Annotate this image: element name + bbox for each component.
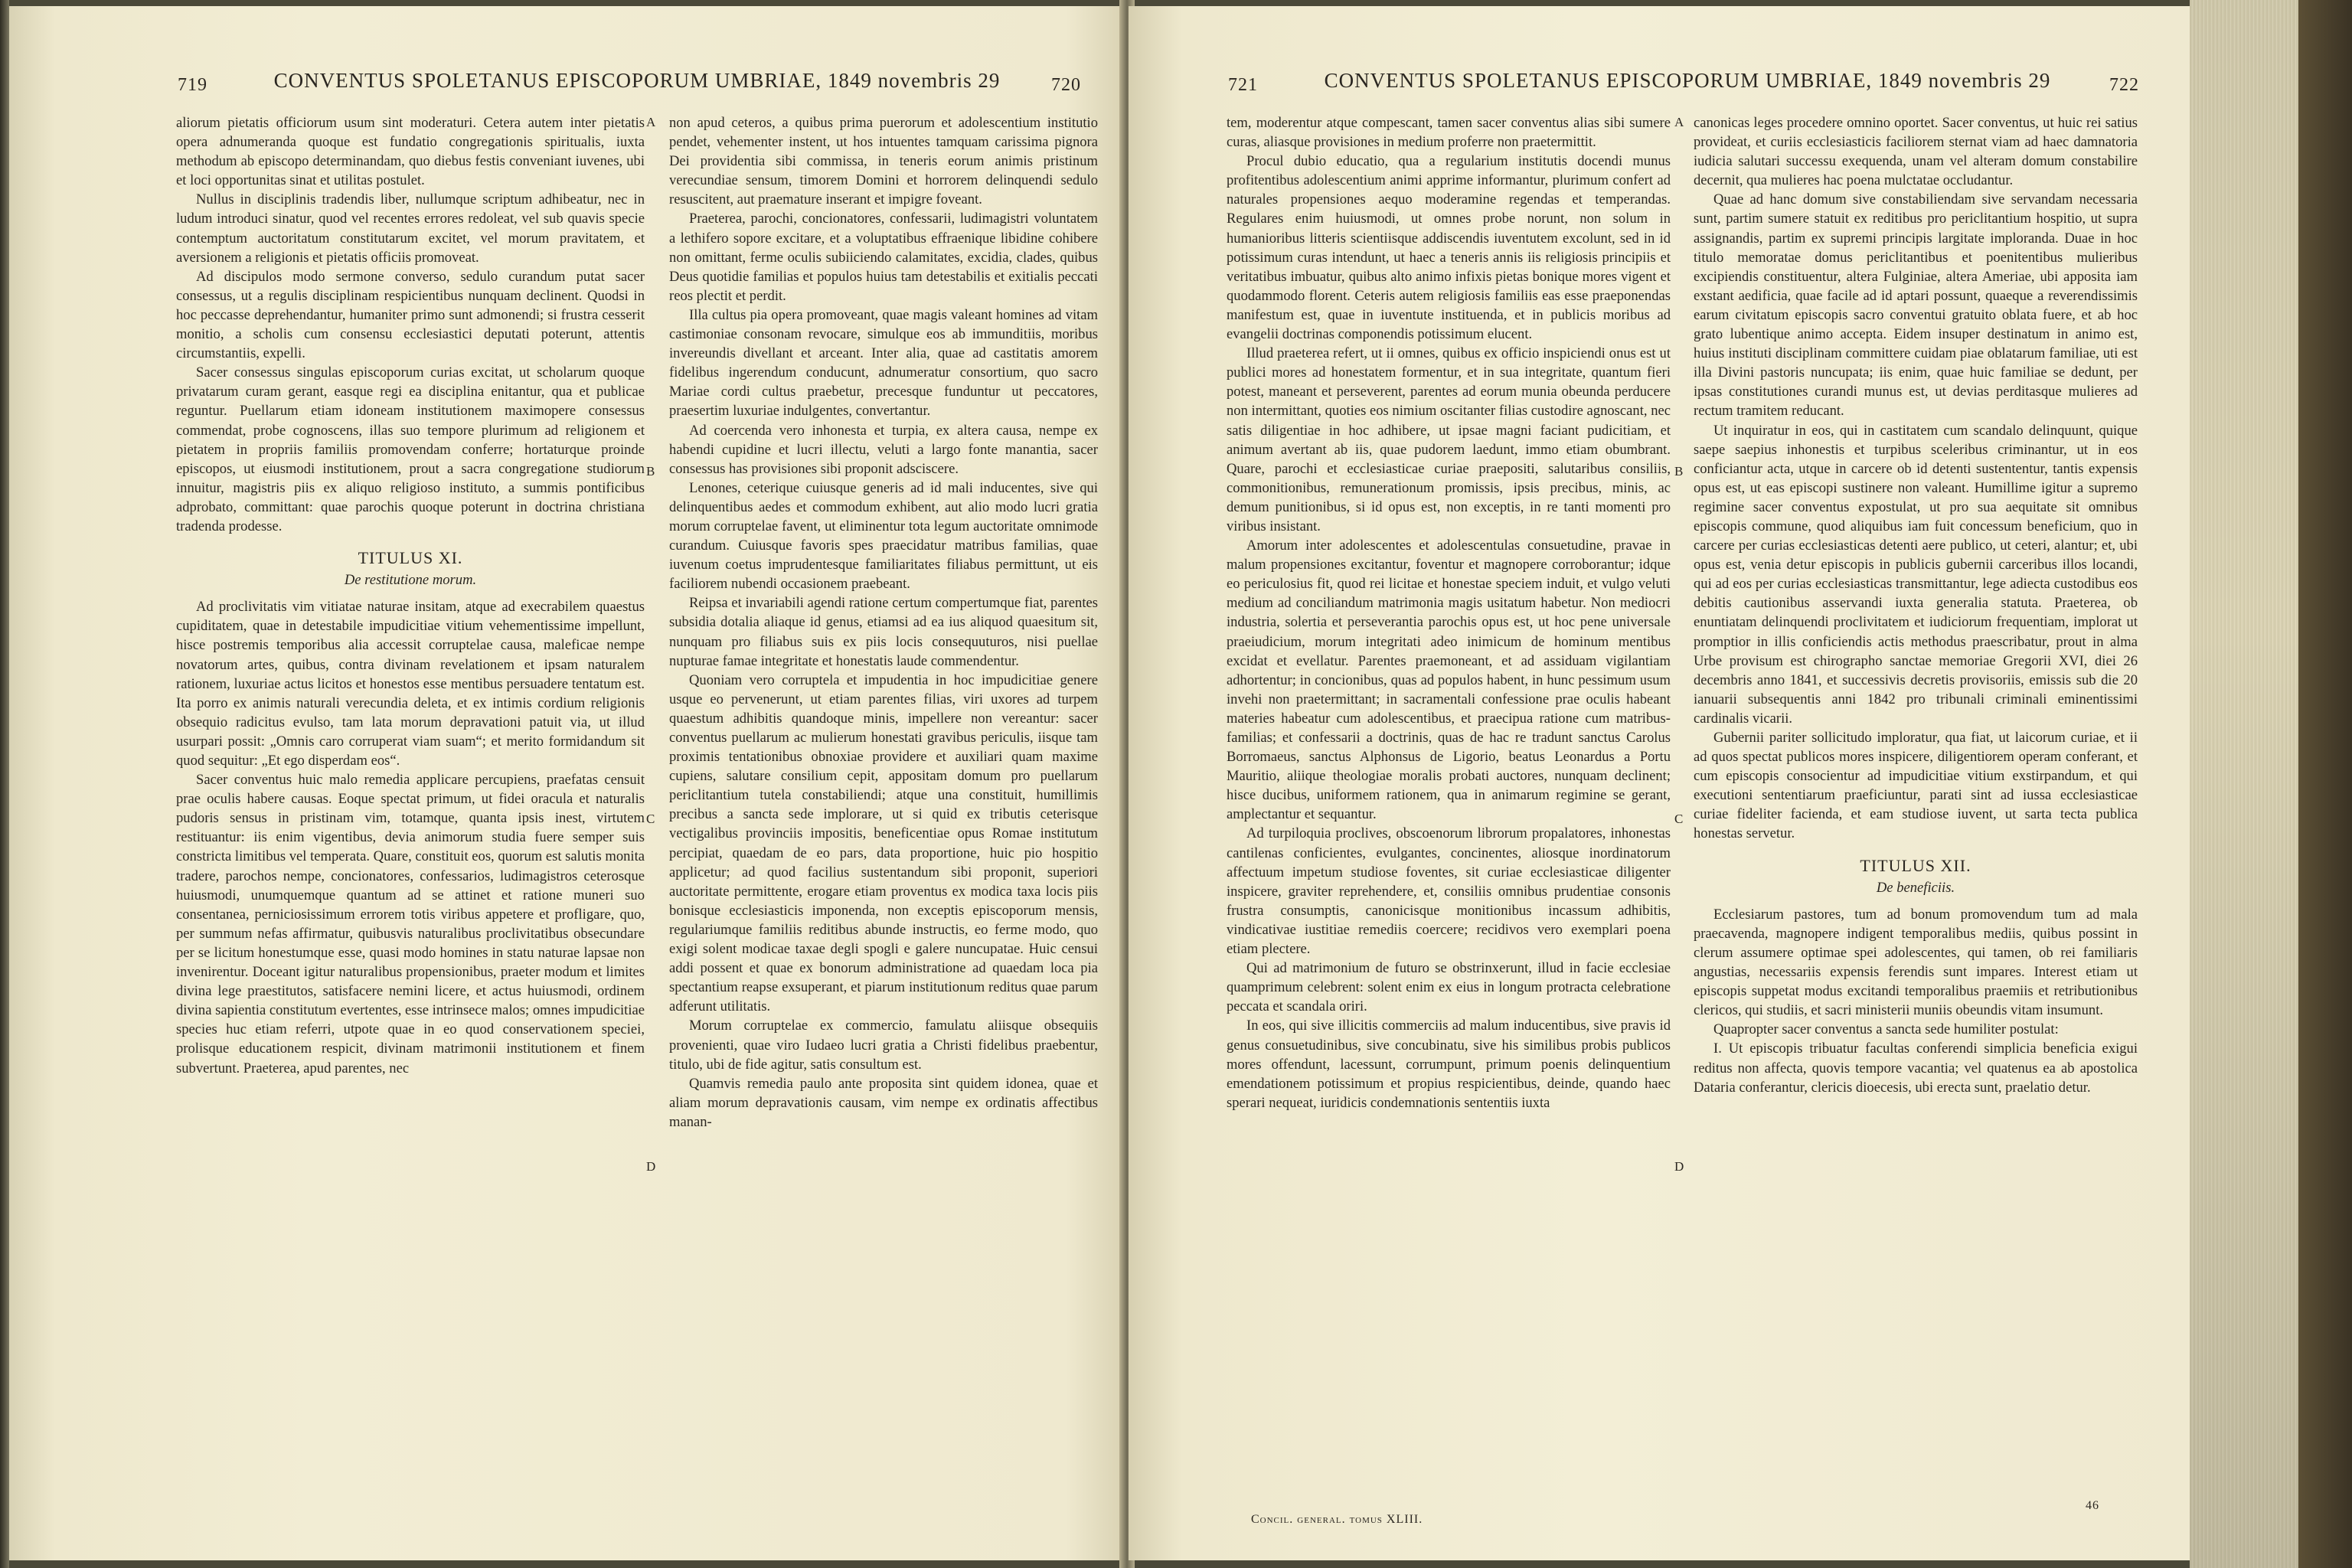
paragraph: Reipsa et invariabili agendi ratione certum compertumque fiat, parentes subsidia dotalia aliaque id genus, etiamsi ad ea ius aliquod quaesitum sit, nunquam pro filiabus suis ex piis locis consequuturos, nisi puellae nupturae famae integritate et honestatis laude commendentur.: [669, 595, 1098, 669]
right-page-number-a: 721: [1228, 75, 1258, 95]
left-column-2: [669, 113, 1098, 1132]
paragraph: aliorum pietatis officiorum usum sint moderaturi. Cetera autem inter pietatis opera adnumeranda quoque est fundatio congregationis spiritualis, iuxta methodum ab episcopo determinandam, quo diebus festis conveniant iuvenes, ubi et loci opportunitas sinat et utilitas postulet.: [176, 115, 645, 189]
margin-marker-c: C: [646, 812, 655, 826]
paragraph: Illud praeterea refert, ut ii omnes, quibus ex officio inspiciendi onus est ut publici mores ad honestatem formentur, et in sua integritate, quantum fieri potest, maneant et perseverent, parentes ad eorum munia obeunda perducere non intermittant, quoties eos nimium oscitanter filias custodire agnoscant, nec satis diligentiae in hoc adhibere, ut ipsae magni faciant pudicitiam, et animum avertant ab iis, quae pudorem laedunt, immo etiam obumbrant. Quare, parochi et ecclesiasticae curiae praepositi, salutaribus consiliis, commonitionibus, remunerationum promissis, ipsis precibus, minis, ac demum punitionibus, si id opus est, non exceptis, in re tanti momenti pro viribus insistant.: [1227, 345, 1671, 534]
left-column-1: [176, 113, 645, 1078]
section-title: TITULUS XI.: [358, 548, 463, 568]
margin-marker-a: A: [646, 115, 656, 129]
book-cover-edge: [2298, 0, 2352, 1568]
paragraph: tem, moderentur atque compescant, tamen sacer conventus alias sibi sumere curas, aliasque provisiones in medium proferre non praetermittit.: [1227, 115, 1671, 151]
right-page-header: [1228, 69, 2147, 100]
volume-footer: Concil. general. tomus XLIII.: [1251, 1513, 1423, 1526]
paragraph: Praeterea, parochi, concionatores, confessarii, ludimagistri voluntatem a lethifero sopore excitare, et a voluptatibus effraenique libidine cohibere non omittant, ferme oculis subiiciendo calamitates, excidia, clades, quibus Deus quotidie familias et populos huius tam detestabilis et exitialis peccati reos plectit et perdit.: [669, 211, 1098, 304]
margin-marker-b: B: [646, 464, 655, 479]
margin-marker-d: D: [646, 1159, 656, 1174]
section-title: TITULUS XII.: [1860, 855, 1971, 875]
paragraph: Procul dubio educatio, qua a regularium institutis docendi munus profitentibus adolescentium animi apprime informantur, plurimum confert ad naturales propensiones aequo moderamine regendas et temperandas. Regulares enim huiusmodi, ut omnes probe norunt, non solum in humanioribus litteris scientiisque addiscendis iuventutem excolunt, sed in id potissimum curas intendunt, ut haec a teneris annis iis religiosis principiis et veritatibus imbuatur, quibus alto animo infixis pietas bonique mores vigent et quodammodo florent. Ceteris autem religiosis familiis eas esse praeponendas manifestum est, quae in iuventute instituenda, et in publicis moribus ad evangelii doctrinas componendis potissimum elucent.: [1227, 153, 1671, 343]
book-edge-left: [0, 0, 9, 1568]
paragraph: Quamvis remedia paulo ante proposita sint quidem idonea, quae et aliam morum depravationis causam, vim nempe ex ordinatis affectibus manan-: [669, 1075, 1098, 1130]
section-subtitle: De restitutione morum.: [344, 572, 477, 589]
page-stack-edge: [2190, 0, 2352, 1568]
paragraph: Ad turpiloquia proclives, obscoenorum librorum propalatores, inhonestas cantilenas conficientes, evulgantes, concinentes, aliosque inordinatorum affectuum impetum studiose foventes, sit curiae ecclesiasticae diligenter inspicere, graviter reprehendere, et, consiliis omnibus prudentiae consonis frustra consumptis, canonicisque monitionibus incassum adhibitis, vindicativae iustitiae remediis coercere; recidivos vero exemplari poena etiam plectere.: [1227, 825, 1671, 958]
left-page-number-a: 719: [178, 75, 207, 95]
paragraph: Lenones, ceterique cuiusque generis ad id mali inducentes, sive qui delinquentibus aedes et commodum exhibent, aut alio modo lucri gratia morum corruptelae favent, ut eliminentur tota legum auctoritate omnimode curandum. Cuiusque favoris spes praecidatur matribus familias, quae iuvenum coetus imprudentesque familiaritates filiabus permittunt, ut eis faciliorem nubendi occasionem praebeant.: [669, 479, 1098, 593]
paragraph: In eos, qui sive illicitis commerciis ad malum inducentibus, sive pravis id genus consuetudinibus, sive concubinatu, sive his similibus probis publicos mores offendunt, lacessunt, corrumpunt, primum poenis delinquentium emendationem potissimum et propius respicientibus, deinde, quando haec sperari nequeat, iuridicis condemnationis sententiis iuxta: [1227, 1018, 1671, 1111]
paragraph: canonicas leges procedere omnino oportet. Sacer conventus, ut huic rei satius provideat, et curiis ecclesiasticis faciliorem sternat viam ad haec damnatoria iudicia salutari successu exequenda, unam vel alteram domum constabilire decernit, qua mulieres hac poena mulctatae occludantur.: [1694, 115, 2138, 189]
margin-marker-b: B: [1674, 464, 1684, 479]
paragraph: Illa cultus pia opera promoveant, quae magis valeant homines ad vitam castimoniae consonam revocare, simulque eos ab immunditiis, moribus invereundis divellant et arceant. Inter alia, quae ad castitatis amorem fidelibus ingerendum conducunt, adnumeratur consortium, quo sacro Mariae cordi cultus praebetur, precesque funduntur ut peccatores, praesertim luxuriae indulgentes, convertantur.: [669, 306, 1098, 420]
paragraph: Gubernii pariter sollicitudo imploratur, qua fiat, ut laicorum curiae, et ii ad quos spectat publicos mores inspicere, diligentiorem operam conferant, et cum episcopis consocientur ad impudicitiae vitium exstirpandum, et qui executioni sententiarum praeficiuntur, parati sint ad iussa ecclesiasticae curiae fideliter facienda, et eam studiose iuvent, ut sarta tecta publica honestas servetur.: [1694, 730, 2138, 842]
right-column-1: [1227, 113, 1671, 1112]
right-page: [1129, 6, 2190, 1560]
right-page-number-b: 722: [2109, 75, 2139, 95]
margin-marker-d: D: [1674, 1159, 1684, 1174]
paragraph: Quapropter sacer conventus a sancta sede humiliter postulat:: [1713, 1021, 2059, 1038]
paragraph: I. Ut episcopis tribuatur facultas conferendi simplicia beneficia exigui reditus non affecta, quovis tempore vacantia; vel quatenus ea ab apostolica Dataria conferantur, clericis dioecesis, ubi erecta sunt, praelatio detur.: [1694, 1040, 2138, 1096]
paragraph: Sacer consessus singulas episcoporum curias excitat, ut scholarum quoque privatarum curam gerant, easque regi ea disciplina enitantur, qua et publicae reguntur. Puellarum etiam idoneam institutionem maximopere consessus commendat, probe cognoscens, illas suo tempore plurimum ad religionem et pietatem in propriis familiis promovendam conferre; hortaturque proinde episcopos, ut eiusmodi institutionem, prout a sacra congregatione studiorum innuitur, magistris piis ex aliquo religioso instituto, a summis pontificibus adprobato, committant: quae parochis quoque poterunt in doctrina christiana tradenda prodesse.: [176, 364, 645, 534]
margin-marker-c: C: [1674, 812, 1684, 826]
paragraph: non apud ceteros, a quibus prima puerorum et adolescentium institutio pendet, vehementer instent, ut hos intuentes tamquam carissima pignora Dei providentia sibi commissa, in teneris eorum animis pristinum verecundiae sensum, timorem Domini et horrorem delinquendi sedulo resuscitent, aut praemature inserant et impigre foveant.: [669, 115, 1098, 208]
signature-mark: 46: [2086, 1499, 2099, 1512]
paragraph: Quoniam vero corruptela et impudentia in hoc impudicitiae genere usque eo pervenerunt, ut etiam parentes filias, viri uxores ad turpem quaestum adhibitis quandoque minis, impellere non vereantur: sacer conventus puellarum ac mulierum honestati gravibus periculis, iisque tam proximis tentationibus obnoxiae providere et auxiliari quam maxime cupiens, salutare consilium cepit, appositam domum pro puellarum periclitantium tutela constabiliendi; atque una constituit, humillimis precibus a sancta sede implorare, ut si quid ex tributis ceterisque vectigalibus provinciis impositis, beneficentiae opus Romae institutum percipiat, quaedam de eo pars, data proportione, huic pio hospitio applicetur; ad quod facilius sustentandum sibi proponit, superiori auctoritate permittente, erogare etiam proventus ex modica taxa locis piis bonisque ecclesiasticis imponenda, non exceptis episcoporum mensis, regulariumque familiis reditibus abunde instructis, eo ferme modo, quo exigi solent modicae taxae degli spogli e galere nuncupatae. Huic censui addi possent et quae ex bonorum administratione ad quaedam loca pia spectantium reapse exsuperant, et piarum institutionum reditus quae parum adferunt utilitatis.: [669, 671, 1098, 1015]
right-running-title: CONVENTUS SPOLETANUS EPISCOPORUM UMBRIAE, 1849 novembris 29: [1324, 69, 2051, 92]
paragraph: Ut inquiratur in eos, qui in castitatem cum scandalo delinquunt, quique saepe saepius inhonestis et turpibus sceleribus criminantur, ut in eos conficiantur acta, utque in carcere ob id detenti sustententur, tantis expensis opus est, ut eas episcopi sustinere non valeant. Humillime igitur a supremo regimine sacer conventus expostulat, ut pro sua aequitate sit omnibus episcopis commune, quod aliquibus iam fuit concessum beneficium, quo in carcere per curias ecclesiasticas detenti aere publico, ut ceteri, alantur; et, ubi opus est, venia detur episcopis in publicis gubernii carceribus illos locandi, qui ad eos per curias ecclesiasticas transmittantur, lege adiecta custodibus eos debitis cautionibus asservandi iuxta generalia statuta. Praeterea, ob enuntiatam delinquendi proclivitatem et iudiciorum frequentiam, implorat ut promptior in illis conficiendis actis methodus praescribatur, prout in alma Urbe provisum est chirographo sanctae memoriae Gregorii XVI, diei 26 decembris anno 1841, et successivis decretis provisoriis, emissis sub die 20 ianuarii subsequentis anni 1842 pro tribunali criminali eminentissimi cardinalis vicarii.: [1694, 422, 2138, 727]
paragraph: Quae ad hanc domum sive constabiliendam sive servandam necessaria sunt, partim sumere statuit ex reditibus pro periclitantium hospitio, ut supra assignandis, partim ex supremi principis largitate imploranda. Duae in hoc titulo memoratae domus periclitantibus et poenitentibus mulieribus excipiendis constituentur, altera Fulginiae, altera Ameriae, ubi apposita iam exstant aedificia, quae facile ad id aptari possunt, quaeque a reverendissimis earum civitatum episcopis sacro conventui gratuito oblata fuere, et ab hoc grato lubentique animo accepta. Eidem insuper destinatum in animo est, huius instituti disciplinam committere cuidam piae oblatarum familiae, uti est illa Divini pastoris nuncupata; iis enim, quae huic familiae se dedunt, per ipsas constitutiones curandi munus est, ut devias perditasque mulieres ad rectum tramitem reducant.: [1694, 191, 2138, 420]
paragraph: Amorum inter adolescentes et adolescentulas consuetudine, pravae in malum propensiones excitantur, foventur et magnopere corroborantur; idque eo periculosius fit, quod rei licitae et honestae speciem induit, et vulgo veluti medium ad conciliandum matrimonia magis usitatum habetur. Non mediocri industria, solertia et perseverantia parochis opus est, ut hoc pene universale praeiudicium, morum integritati adeo inimicum de hominum mentibus excidat et evellatur. Parentes praemoneant, et ad assiduam vigilantiam adhortentur; in concionibus, quas ad populos habent, in hunc pessimum usum invehi non praetermittant; in sacramentali confessione prae oculis habeant materies habeatur cum adolescentibus, et praecipua ratione cum matribus-familias; et confessarii a doctrinis, quas de hac re tradunt sanctus Carolus Borromaeus, sanctus Alphonsus de Ligorio, beatus Leonardus a Portu Mauritio, aliique theologiae moralis probati auctores, nunquam declinent; hisce ducibus, uniformem rationem, qua in animarum regimine se gerant, amplectantur et sequantur.: [1227, 537, 1671, 823]
left-page-number-b: 720: [1051, 75, 1081, 95]
margin-marker-a: A: [1674, 115, 1684, 129]
paragraph: Ad discipulos modo sermone converso, sedulo curandum putat sacer consessus, ut a regulis disciplinam respicientibus nunquam declinent. Quodsi in hoc peccasse deprehendantur, humaniter primo sunt admonendi; si frustra cesserit monitio, a scholis cum consensu ecclesiastici deputati poterunt, attentis circumstantiis, expelli.: [176, 268, 645, 362]
paragraph: Ad coercenda vero inhonesta et turpia, ex altera causa, nempe ex habendi cupidine et lucri illectu, veluti a largo fonte manantia, sacer consessus has provisiones sibi proponit adsciscere.: [669, 422, 1098, 477]
left-running-title: CONVENTUS SPOLETANUS EPISCOPORUM UMBRIAE, 1849 novembris 29: [273, 69, 1001, 92]
right-column-2: [1694, 113, 2138, 1097]
paragraph: Morum corruptelae ex commercio, famulatu aliisque obsequiis provenienti, quae viro Iudaeo lucri gratia a Christi fidelibus praebentur, titulo, ubi de fide agitur, satis consultum est.: [669, 1018, 1098, 1073]
paragraph: Ad proclivitatis vim vitiatae naturae insitam, atque ad execrabilem quaestus cupiditatem, quae in detestabile impudicitiae vitium vehementissime impellunt, hisce postremis temporibus alia accessit corruptelae causa, maleficae nempe novatorum artes, quibus, contra divinam revelationem et ipsam naturalem rationem, luxuriae actus licitos et honestos esse mentibus persuadere tentatum est. Ita porro ex animis naturali verecundia deleta, et ex intimis cordium religionis obsequio radicitus evulso, tam lata morum depravationi patuit via, ut illud usurpari possit: „Omnis caro corruperat viam suam“; et merito formidandum sit quod sequitur: „Et ego disperdam eos“.: [176, 599, 645, 769]
left-page-header: [178, 69, 1096, 100]
paragraph: Qui ad matrimonium de futuro se obstrinxerunt, illud in facie ecclesiae quamprimum celebrent: solent enim ex eius in longum protracta celebratione peccata et scandala oriri.: [1227, 960, 1671, 1015]
paragraph: Nullus in disciplinis tradendis liber, nullumque scriptum adhibeatur, nec in ludum introduci sinatur, quod vel recentes errores redoleat, vel sub quavis specie contemptum auctoritatum constitutarum excitet, vel morum pravitatem, et aversionem a religionis et pietatis officiis promoveat.: [176, 191, 645, 266]
paragraph: Ecclesiarum pastores, tum ad bonum promovendum tum ad mala praecavenda, magnopere indigent temporalibus mediis, quibus possint in clerum assumere optimae spei adolescentes, qui tamen, ob rei familiaris angustias, necessariis expensis ferendis sunt impares. Interest etiam ut episcopis suppetat modus excitandi temporalibus praemiis et retributionibus clericos, qui studiis, et sacri ministerii muniis obeundis vitam insumunt.: [1694, 906, 2138, 1019]
paragraph: Sacer conventus huic malo remedia applicare percupiens, praefatas censuit prae oculis habere causas. Eoque spectat primum, ut fidei oracula et naturalis pudoris sensus in pristinam vim, totamque, quanta ipsis inest, virtutem restituantur: iis enim vigentibus, devia animorum studia fuere semper suis constricta limitibus vel temperata. Quare, constituit eos, quorum est salutis monita tradere, parochos nempe, concionatores, confessarios, ludimagistros ceterosque huiusmodi, unumquemque quantum ad se attinet et ratione muneri suo consentanea, perniciosissimum errorem totis viribus appetere et profligare, quo, per summum nefas affirmatur, quibusvis naturalibus proclivitatibus obsecundare per se licitum honestumque esse, quasi modo homines in statu naturae lapsae non invenirentur. Doceant igitur naturalibus propensionibus, praeter modum et limites divina lege praestitutos, satisfacere nemini licere, et actus huiusmodi, ordinem divina sapientia constitutum evertentes, esse intrinsece malos; omnes impudicitiae species huc etiam referri, utpote quae in eo quod conservationem speciei, prolisque educationem respicit, divinam matrimonii institutionem et finem subvertunt. Praeterea, apud parentes, nec: [176, 772, 645, 1076]
left-page: [9, 6, 1125, 1560]
section-subtitle: De beneficiis.: [1876, 879, 1955, 896]
